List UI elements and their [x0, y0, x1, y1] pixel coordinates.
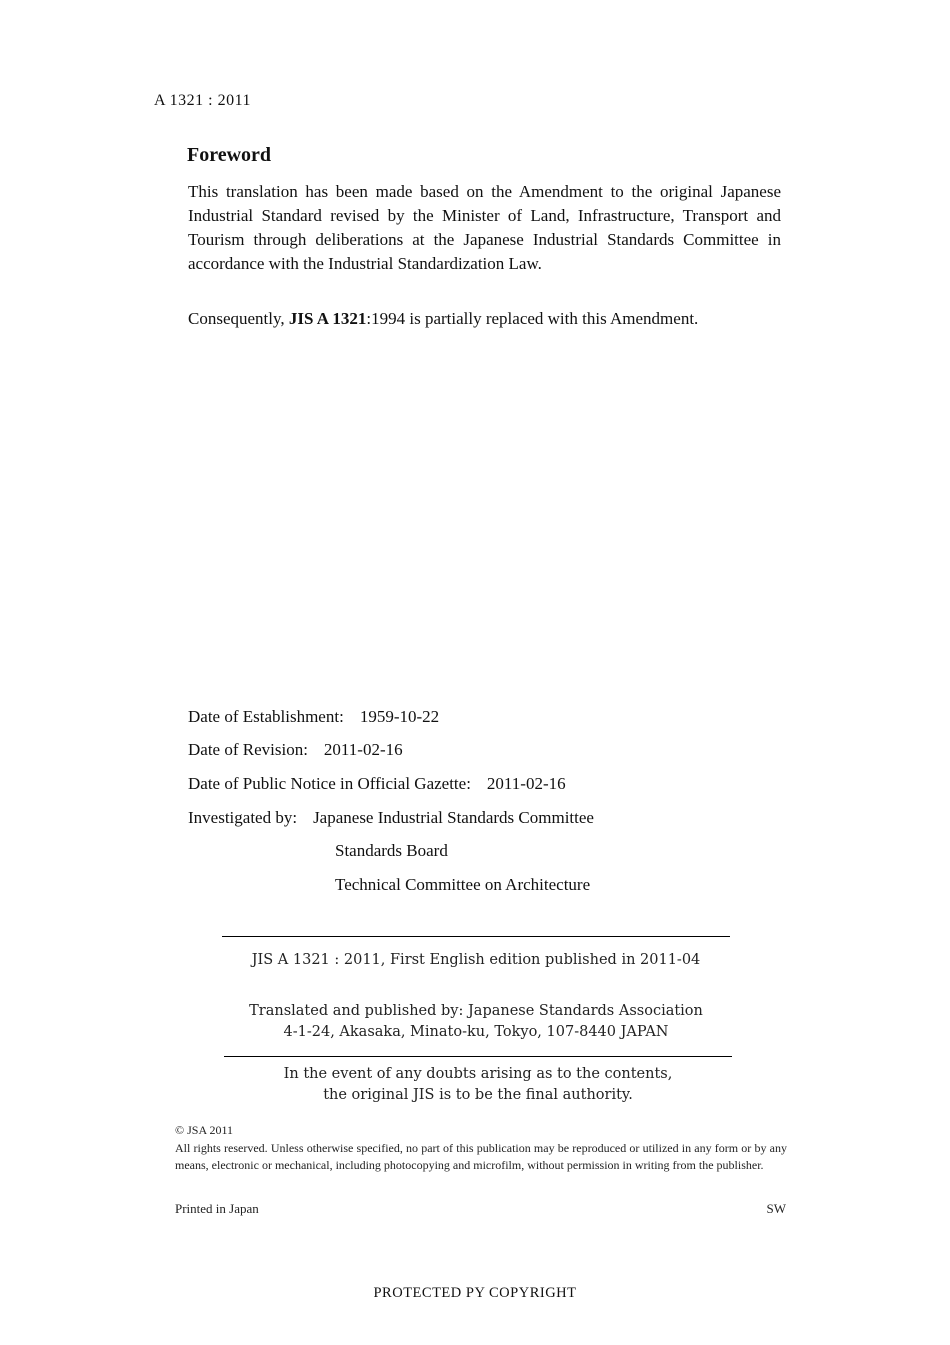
top-divider	[222, 936, 730, 937]
bottom-divider	[224, 1056, 732, 1057]
investigated-body-1: Japanese Industrial Standards Committee	[313, 808, 594, 827]
investigated-body-2: Standards Board	[335, 841, 448, 860]
public-notice-line	[188, 774, 566, 794]
revision-label: Date of Revision:	[188, 740, 308, 759]
standard-year: :1994	[366, 309, 406, 328]
foreword-title: Foreword	[187, 144, 272, 166]
printed-in: Printed in Japan	[175, 1201, 259, 1216]
investigated-line	[188, 808, 594, 828]
standard-reference: JIS A 1321	[288, 309, 367, 328]
edition-line: JIS A 1321 : 2011, First English edition published in 2011-04	[251, 952, 701, 968]
authority-line-2: the original JIS is to be the final authority.	[323, 1087, 633, 1103]
copyright-notice: All rights reserved. Unless otherwise specified, no part of this publication may be reproduced or utilized in any form or by any means, electronic or mechanical, including photocopying and microfilm, without permission in writing from the publisher.	[175, 1140, 787, 1172]
paragraph2-prefix: Consequently,	[188, 309, 285, 328]
copyright-block	[175, 1122, 787, 1175]
authority-line-1: In the event of any doubts arising as to the contents,	[283, 1066, 673, 1082]
copyright-mark: © JSA 2011	[175, 1123, 234, 1137]
publisher-line: Translated and published by: Japanese Standards Association	[249, 1003, 703, 1019]
public-notice-label: Date of Public Notice in Official Gazette:	[188, 774, 471, 793]
publisher-address: 4-1-24, Akasaka, Minato-ku, Tokyo, 107-8440 JAPAN	[283, 1024, 669, 1040]
investigated-body-3: Technical Committee on Architecture	[335, 875, 591, 894]
protected-footer: PROTECTED PY COPYRIGHT	[373, 1285, 577, 1301]
revision-value: 2011-02-16	[323, 740, 403, 759]
establishment-line	[188, 707, 439, 727]
paragraph2-suffix: is partially replaced with this Amendment.	[409, 309, 699, 328]
establishment-value: 1959-10-22	[359, 707, 440, 726]
foreword-paragraph-2	[188, 307, 781, 331]
foreword-paragraph-1: This translation has been made based on the Amendment to the original Japanese Industrial Standard revised by the Minister of Land, Infrastructure, Transport and Tourism through deliberations at the Japanese Industrial Standards Committee in accordance with the Industrial Standardization Law.	[188, 182, 781, 273]
document-number: A 1321 : 2011	[154, 92, 252, 109]
public-notice-value: 2011-02-16	[486, 774, 566, 793]
investigated-label: Investigated by:	[188, 808, 298, 827]
revision-line	[188, 740, 403, 760]
printer-code: SW	[766, 1201, 786, 1216]
establishment-label: Date of Establishment:	[188, 707, 344, 726]
